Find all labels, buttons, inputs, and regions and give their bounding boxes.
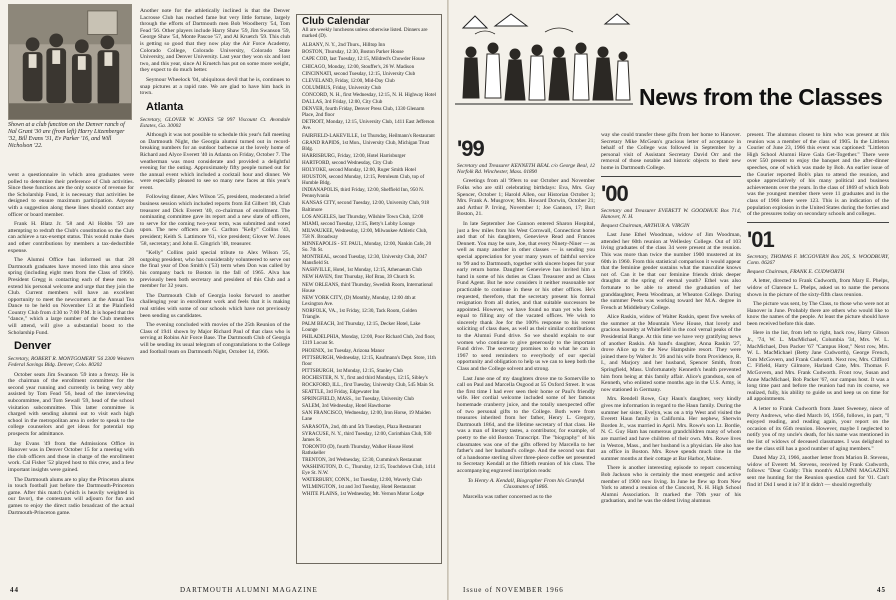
right-folio-title: Issue of NOVEMBER 1966	[463, 586, 564, 594]
class-1899-text-2: In late September Joe Gannon entered Sharon Hospital, just a few miles from his West Cornwall, Connecticut home and that of his daughters, Genevieve Read and Frances Dennett. You may be sure, Joe, that every Ninety-Niner — as well as many another in other classes — is sending you special appreciation for your many years of faithful service to '99 and to Dartmouth, together with sincere hopes for your early return home. Daughter Genevieve has invited him a hand in some of his duties as Class Treasurer and as Class Fund Agent. But he now considers it neither reasonable nor practicable to continue in these or his other offices. He's requested, therefore, that the secretary present his formal resignation from all duties, and that suitable successors be appointed. However, we have found no man yet who feels equal to filling any of the vacated offices. We wish to sincerely thank Joe for the 100% response to his recent soliciting of class dues, as well as their similar contributions to the Alumni Fund drive. So we should explain to our women who continue to give generously to the important Fund drive. The secretary promises to do what he can in 1967 to send reminders to everybody of our special opportunity and obligation to help us we can to keep both the Class and the College solvent and strong.	[457, 220, 595, 373]
news-headline: News from the Classes	[639, 84, 883, 110]
right-page-number: 45	[877, 586, 886, 594]
left-folio	[10, 586, 19, 594]
left-page-number: 44	[10, 586, 19, 594]
calendar-item: NEW ORLEANS, third Thursday, Swedish Room, International House	[302, 281, 433, 294]
atlanta-text-5: The evening concluded with movies of the 25th Reunion of the Class of 1941 shown by Major Richard Paul of that class who is serving at Robins Air Force Base. The Dartmouth Club of Georgia will be sending its usual telegram of congratulations to the College and football team on Dartmouth Night, October 14, 1966.	[140, 322, 290, 355]
calendar-item: HOLYOKE, second Monday, 12:00, Roger Smith Hotel	[302, 166, 416, 173]
calendar-item: CINCINNATI, second Tuesday, 12:15, University Club	[302, 70, 416, 77]
calendar-item: HOUSTON, second Monday, 12:15, Petroleum Club, top of Humble Bldg.	[302, 174, 425, 187]
calendar-item: TORONTO (D), fourth Thursday, Walker House Hotel Rathskeller	[302, 443, 414, 456]
calendar-item: COLUMBUS, Friday, University Club	[302, 84, 382, 91]
calendar-item: BOSTON, Thursday, 12:30, Boston Parker House	[302, 49, 404, 56]
calendar-item: CONCORD, N. H., first Wednesday, 12:15, N. H. Highway Hotel	[302, 91, 436, 98]
class-1901-text-2: The picture was sent, by The Class, to those who were not at Hanover in June. Probably there are others who would like to know the names of the people. At least the picture should have been received before this date.	[747, 301, 889, 327]
calendar-item: MILWAUKEE, Wednesday, 12:00, Milwaukee Athletic Club, 758 N. Broadway	[302, 227, 428, 240]
atlanta-text-2: Following dinner, Alex Wilson '25, president, moderated a brief business session which included reports from Ed Gilbert '48, Club treasurer and Dick Everett '40, co-chairman of enrollment. The nominating committee gave its report and a new slate of officers, to serve for the coming two-year term, was submitted and voted upon. The new officers are G. Carlton "Kelly" Collins '43, president; Keith S. Lattimore '61, vice president; Glover W. Jones '58, secretary; and John E. Gingrich '48, treasurer.	[140, 194, 290, 247]
calendar-item: SEATTLE, 3rd Friday, Edgewater Inn	[302, 389, 380, 396]
calendar-item: SALEM, 3rd Wednesday, Hotel Hawthorne	[302, 403, 391, 410]
class-1900-continued: present. The alumnus closest to him who was present at this reunion was a member of the class of 1905. In the Littleton Courier of June 23, 1966 this event was captioned: "Littleton High School Alumni Have Gala Get-Together." There were over 550 present to enjoy the banquet and the after-dinner speeches, one of which was made by Bob. An earlier issue of the Courier reported Bob's plan to attend the reunion, and spoke appreciatively of his many political and business achievements over the years. In the class of 1869 of which Bob was the youngest member there were 11 graduates and in the class of 1966 there were 123. This is an indication of the population explosion in the United States during the forties and of the pressures today on secondary schools and colleges.	[747, 132, 889, 218]
class-1900-text-2: Alice Raskin, widow of Walter Raskin, spent five weeks of the summer at the Mountain View House, that lovely and gracious hostelry at Whitefield in the cool vernal peaks of the Presidential Range. At this time we have very gratifying news of another Raskin. Ab hand's daughter, Anna Raskin '27, drove Alice up to the New Hampshire resort. They were joined there by Walter Jr. '26 and his wife from Providence, R. I., and Marjory and her husband, Spencer Smith, from Springfield, Mass. Unfortunately Kenneth's health prevented him from being at this family affair. Alice's grandson, son of Kenneth, who enlisted some months ago in the U.S. Army, is now stationed in Germany.	[601, 314, 741, 393]
class-1901-text-5: Dated May 23, 1966, another letter from Marion B. Stevens, widow of Everett M. Stevens, received by Frank Cudworth, follows: "Dear Cuddy: This month's ALUMNI MAGAZINE sent me hunting for the Reunion question card for '01. Can't find it! Did I send it in? If it didn't — should regretfully	[747, 455, 889, 488]
class-1901-number: '01	[747, 226, 774, 252]
calendar-item: GRAND RAPIDS, 1st Mon., University Club, Michigan Trust Bldg.	[302, 139, 430, 152]
class-1901-bequest: Bequest Chairman, FRANK E. CUDWORTH	[747, 269, 845, 276]
calendar-item: INDIANAPOLIS, third Friday, 12:00, Sheffield Inn, 950 N. Pennsylvania	[302, 187, 425, 200]
calendar-item: WASHINGTON, D. C., Thursday, 12:15, Touchdown Club, 1414 Eye St. N.W.	[302, 464, 436, 477]
calendar-item: SARASOTA, 2nd, 4th and 5th Tuesdays, Plaza Restaurant	[302, 423, 422, 430]
section-divider	[601, 176, 741, 177]
calendar-item: CAPE COD, last Tuesday, 12:15, Mildred's Chowder House	[302, 56, 425, 63]
calendar-item: NORFOLK, VA., 1st Friday, 12:30, Tack Room, Golden Triangle.	[302, 307, 417, 321]
calendar-item: PHILADELPHIA, Monday, 12:00, Poor Richard Club, 2nd floor, 1319 Locust St.	[302, 334, 436, 347]
calendar-item: PALM BEACH, 3rd Thursday, 12:15, Decker Hotel, Lake Lounge	[302, 321, 421, 334]
calendar-item: DALLAS, 3rd Friday, 12:00, City Club	[302, 99, 383, 106]
calendar-item: FAIRFIELD-LAKEVILLE, 1st Thursday, Heilmann's Restaurant	[302, 132, 435, 139]
denver-heading: Denver	[14, 340, 52, 353]
photo-caption: Shown at a club function on the Denver ranch of Nal Grant '30 are (from left) Harry Litzenberger '32, Bill Evans '31, Ev Parker '16, and Will Nicholson '22.	[8, 122, 125, 149]
class-1900-number: '00	[601, 180, 628, 206]
calendar-item: NASHVILLE, Hotel, 1st Monday, 12:15, Athenaeum Club	[302, 267, 422, 274]
club-newcomers-text: The Alumni Office has informed us that 28 Dartmouth graduates have moved into this area since spring (including eight men from the Class of 1966). President Gregg is contacting each of these men to extend his personal welcome and urge that they join the Club. Current members will have an excellent opportunity to meet the newcomers at the Annual Tea Dance to be held on November 13 at the Plainfield Country Club from 4:30 to 7:00 P.M. It is hoped that the "dance," which a large number of the Club members will attend, will give a substantial boost to the Scholarship Fund.	[8, 257, 134, 336]
club-constitution-text: Frank H. Blatz Jr. '58 and Al Hobbs '59 are attempting to redraft the Club's constitution so the Club can achieve a tax-exempt status. This would make dues and other contributions by members a tax-deductible expense.	[8, 221, 134, 254]
club-photo	[8, 4, 132, 120]
calendar-item: LOS ANGELES, last Thursday, Wilshire Town Club, 12:00	[302, 213, 424, 220]
classes-illustration	[455, 8, 633, 126]
club-calendar-intro: All are weekly luncheons unless otherwise listed. Dinners are marked (D).	[302, 27, 428, 40]
atlanta-text-4: The Dartmouth Club of Georgia looks forward to another challenging year in enrollment work and feels that it is making real strides with some of our schools which have not previously been sending us candidates.	[140, 292, 290, 319]
denver-text-1: October seats Jim Swanson '59 into a frenzy. He is the chairman of the enrollment committee for the second year running and currently is being very ably assisted by Tom Fead '56, head of the interviewing subcommittee, and Tom Sewall '59, head of the school visitation subcommittee. This latter committee is charged with sending alumni out to visit each high school in the metropolitan area in order to speak to the college counselors and get ideas for potential top prospects for admittance.	[8, 371, 134, 437]
calendar-item: ROCHESTER, N. Y., first and third Mondays, 12:15, Sibley's	[302, 374, 428, 381]
calendar-item: WATERBURY, CONN., 1st Tuesday, 12:00, Waverly Club	[302, 477, 422, 484]
calendar-item: SYRACUSE, N. Y., third Tuesday, 12:00, Corinthian Club, 930 James St.	[302, 430, 432, 443]
class-1901-secretary: Secretary, THOMAS F. MCGOVERN Box 205, S. WOODBURY, Conn. 06267	[747, 253, 889, 266]
class-1899-inscription: To Henry A. Kendall, Biographer From his Grateful Classmates of 1866.	[467, 477, 585, 491]
class-1899-secretary: Secretary and Treasurer KENNETH BEAL c/o George Beal, 12 Norfolk Rd. Winchester, Mass. 01890	[457, 163, 595, 176]
calendar-item: PITTSBURGH, Wednesday, 12:15, Kaufmann's Dept. Store, 11th floor	[302, 354, 436, 367]
calendar-item: SAN FRANCISCO, Wednesday, 12:00, Iron Horse, 19 Maiden Lane	[302, 410, 431, 423]
lacrosse-text: Another note for the athletically inclined is that the Denver Lacrosse Club has reached fame but very little fortune, largely through the efforts of Dartmouth men Bob Woodberry '54, Tom Fead '56. Other players include Harry Shaw '59, Jim Swanson '59, George Shaw '54, Monte Pascoe '57, and Al Kruetch '59. This club is getting so good that they now play the Air Force Academy, Colorado College, Colorado University, Colorado State University, and Denver University. Last year they won six and lost two, and this year, since Al Kruetch has put on some more weight, they expect to do much better.	[140, 8, 290, 74]
calendar-item: KANSAS CITY, second Tuesday, 12:00, University Club, 918 Baltimore	[302, 200, 430, 213]
class-1899-text-1: Greetings from all '99ers to our October and November Folks who are still celebrating birthdays: Eva, Mrs. Guy Spencer, October 1; Harold Allen, our Historian October 3; Mrs. Frank A. Musgrove; Mrs. Howard Dorwin, October 21; and Arthur P. Irving, November 1; Joe Gannon, 17; Burt Boston, 21.	[457, 178, 595, 218]
calendar-item: HARTFORD, second Wednesday, City Club	[302, 159, 393, 166]
calendar-item: MONTREAL, second Tuesday, 12:30, University Club, 2047 Mansfield St.	[302, 254, 428, 267]
calendar-item: MINNEAPOLIS - ST. PAUL, Monday, 12:00, Nankin Cafe, 20 So. 7th St.	[302, 241, 432, 254]
club-questionnaire-text: went a questionnaire in which area graduates were polled to determine their preference of Club activities. Since these functions are the only source of revenue for the Scholarship Fund, it is necessary that activities be designed to ensure maximum participation. Anyone with a suggestion along these lines should contact any officer or board member.	[8, 172, 134, 218]
class-1900-bequest: Bequest Chairman, ARTHUR A. VIRGIN	[601, 222, 690, 229]
calendar-item: CLEVELAND, Friday, 12:00, Mid-Day Club	[302, 77, 395, 84]
calendar-item: ROCKFORD, ILL., first Tuesday, University Club, 545 Main St.	[302, 381, 435, 388]
club-calendar-list	[302, 42, 436, 497]
calendar-item: NEW HAVEN, first Thursday, Hof Brau, 39 Church St.	[302, 274, 416, 281]
calendar-item: PHOENIX, 1st Tuesday, Arizona Manor	[302, 347, 385, 354]
atlanta-secretary: Secretary, GLOVER W. JONES '58 997 Viscount Ct. Avondale Estates, Ga. 30002	[140, 116, 290, 129]
class-1899-continued: way she could transfer these gifts from her home to Hanover. Secretary Mike McGean's gracious letter of acceptance in behalf of the College was followed in September by a personal visit of Assistant Secretary David Orr and the removal of those notable and historic objects to their new home in Dartmouth College.	[601, 132, 741, 171]
section-divider-2	[747, 222, 889, 223]
right-column-1	[457, 132, 595, 578]
right-page	[448, 0, 896, 600]
calendar-item: DENVER, fourth Friday, Denver Press Club, 1330 Glenarm Place, 2nd floor	[302, 106, 425, 119]
class-1901-text-4: A letter to Frank Cudworth from Janet Sweeney, niece of Perry Andrews, who died March 16, 1956, follows, in part, "I enjoyed reading, and reading again, your report on the occasion of its 65th reunion. However, maybe I neglected to notify you of my uncle's death, for his name was mentioned in the list of widows of deceased classmates. I was delighted to see the class still has a good number of aging members."	[747, 406, 889, 452]
club-calendar-title: Club Calendar	[302, 16, 370, 27]
calendar-item: DETROIT, Monday, 12:15, University Club, 1411 East Jefferson Ave.	[302, 119, 435, 132]
calendar-item: PITTSBURGH, 1st Monday, 12:15, Stanley Club	[302, 367, 403, 374]
calendar-item: SPRINGFIELD, MASS., 1st Tuesday, University Club	[302, 396, 414, 403]
denver-secretary: Secretary, ROBERT R. MONTGOMERY '56 2300 Western Federal Savings Bldg. Denver, Colo. 80202	[8, 356, 134, 369]
right-folio	[877, 586, 886, 594]
class-1899-text-3: Last June one of my daughters drove me to Somerville to call on Paul and Marcella Osgood at 55 Oxford Street. It was the first time I had ever seen their home or Paul's friendly wife. Her cordial welcome included some of her famous homemade cranberry juice, and the totally unexpected offer of two personal gifts to the College. Both were from treasures inherited from her father, Henry L. Gregory, Dartmouth 1864, and the lifetime secretary of that class. He was a man of literary tastes, a contributor, for example, of poetry to the old Boston Transcript. The "biography" of his classmates was one of the gifts offered by Marcella to her father's and her husband's college. And the second was that of a handsome sterling silver three-piece coffee set presented to Secretary Kendall at the fiftieth reunion of his class. The accompanying engraved inscription reads:	[457, 375, 595, 474]
right-column-2	[601, 132, 741, 578]
calendar-item: WHITE PLAINS, 1st Wednesday, Mt. Vernon Motor Lodge	[302, 491, 425, 498]
atlanta-heading: Atlanta	[146, 100, 184, 113]
class-1900-text-4: There is another interesting episode to report concerning Bob Jackson who is certainly the most energetic and active member of 1900 now living. In June he flew up from New York to attend a reunion of the Concord, N. H. High School Alumni Association. It marked the 70th year of his graduation, and he was the oldest living alumnus	[601, 465, 741, 505]
class-1899-number: '99	[457, 136, 484, 161]
left-column-2	[140, 8, 290, 578]
calendar-item: TRENTON, 3rd Wednesday, 12:30, Cummins's Restaurant	[302, 457, 422, 463]
class-1899-text-4: Marcella was rather concerned as to the	[463, 493, 552, 500]
class-1901-text-1: A letter, directed to Frank Cudworth, from Mary E. Phelps, widow of Clarence L. Phelps, asked us to name the persons shown in the picture of the sixty-fifth class reunion.	[747, 278, 889, 298]
calendar-item: WILMINGTON, 1st and 3rd Tuesday, Hotel Restaurant	[302, 484, 416, 491]
denver-text-2: Jay Evans '49 from the Admissions Office in Hanover was in Denver October 15 for a meeting with the club officers and those in charge of the enrollment work. Cal Fisher '52 played host to this crew, and a few important insights were gained.	[8, 440, 134, 473]
atlanta-text-3: "Kelly" Collins paid special tribute to Alex Wilson '25, outgoing president, who has considerably volunteered to serve out the final year of Don Smith's ('53) term when Don was called by his company back to Boston in the fall of 1965. Alva has previously been both secretary and president of this Club and a member for 32 years.	[140, 250, 290, 290]
calendar-item: NEW YORK CITY, (D) Monthly, Monday, 12:00 4th at Lexington Ave.	[302, 294, 416, 307]
right-column-3	[747, 132, 889, 578]
denver-text-3: The Dartmouth alums are to play the Princeton alums in touch football just before the Dartmouth-Princeton game. After this match (which is heavily weighted in our favor), the contestants will adjourn for fun and games to enjoy the direct radio broadcast of the actual Dartmouth-Princeton game.	[8, 476, 134, 516]
class-1900-text-1: Last June Ethel Woodman, widow of Jim Woodman, attended her 60th reunion at Wellesley College. Out of 103 living graduates of the class 34 were present at the reunion. This was more than twice the number 1900 mustered at its 60th in 1960. From this statistical comparison it would appear that the feminine gender sustains what the masculine knows not of. Can it be that our feminine friends drink deeper draughts at the spring of eternal youth? Ethel was also fortunate to be able to attend the graduation of her granddaughter, Peeta Woodman, at Wheaton College. During the summer Peeta was working toward her M.A. degree in French at Middlebury College.	[601, 232, 741, 311]
atlanta-text-1: Although it was not possible to schedule this year's fall meeting on Dartmouth Night, the Georgia alumni turned out in record-breaking numbers for an outdoor barbecue at the lovely home of Richard and Alyce Everett '40 in Atlanta on Friday, October 7. The weatherman was most considerate and provided a delightful evening for the outing. Approximately fifty people turned out for the annual event which included a cocktail hour and dinner. We were especially pleased to see so many new faces at this year's event.	[140, 132, 290, 191]
calendar-item: MIAMI, second Tuesday, 12:15, Betty's Lobby Lounge	[302, 220, 415, 227]
wheelock-text: Seymour Wheelock '04, ubiquitous devil that he is, continues to snap pictures at a rapid rate. We are glad to have him back in town.	[140, 76, 290, 97]
left-folio-title: DARTMOUTH ALUMNI MAGAZINE	[180, 586, 318, 594]
club-photo-image	[9, 5, 131, 119]
class-1900-text-3: Mrs. Rendell Rowe, Guy Haun's daughter, very kindly gives me information in regard to the Haun family. During the summer her sister, Evelyn, was on a trip West and visited the Everett Haun family in California. Her nephew, Sherwin Borden Jr., was married in April. Mrs. Rowe's son Lt. Bordie, N. C. Guy Ham has numerous grandchildren many of whom are married and have children of their own. Mrs. Rowe lives in Weston, Mass., and her husband is a physician. He also has an office in Boston. Mrs. Rowe spends much time in the summer months at their cottage at Bar Harbor, Maine.	[601, 396, 741, 462]
calendar-item: HARRISBURG, Friday, 12:00, Hotel Harrisburger	[302, 152, 406, 159]
club-calendar-box	[296, 14, 442, 564]
left-column-1	[8, 172, 134, 577]
calendar-item: ALBANY, N. Y., 2nd Thurs., Hilltop Inn	[302, 42, 386, 49]
calendar-item: CHICAGO, Monday, 12:00, Stouffer's, 26 W. Madison	[302, 63, 415, 70]
class-1900-secretary: Secretary and Treasurer EVERETT W. GOODHUE Box 714, Hanover, N. H.	[601, 207, 741, 220]
class-1901-text-3: Here in the list, from left to right, back row, Harry Gibson Jr., '74, W. L. MacMichael, Columbia '34, Mrs. W. L. MacMichael, Don Packer '67 "Campus Host," Next row, Mrs. W. L. MacMichael (Betty Jane Cudworth), George French, Tom McGovern, and Frank Cudworth. Next row, Mrs. Clifford C. Fifield, Harry Gilmore, Harland Cate, Mrs. Thomas F. McGovern, and Mrs. Frank Cudworth. Front row, Susan and Anne MacMichael, Bob Packer '67, our campus host. It was a long time past and before the reunion had run its course, we realized, fully, his ability to guide us and keep us on time for all appointments.	[747, 330, 889, 403]
